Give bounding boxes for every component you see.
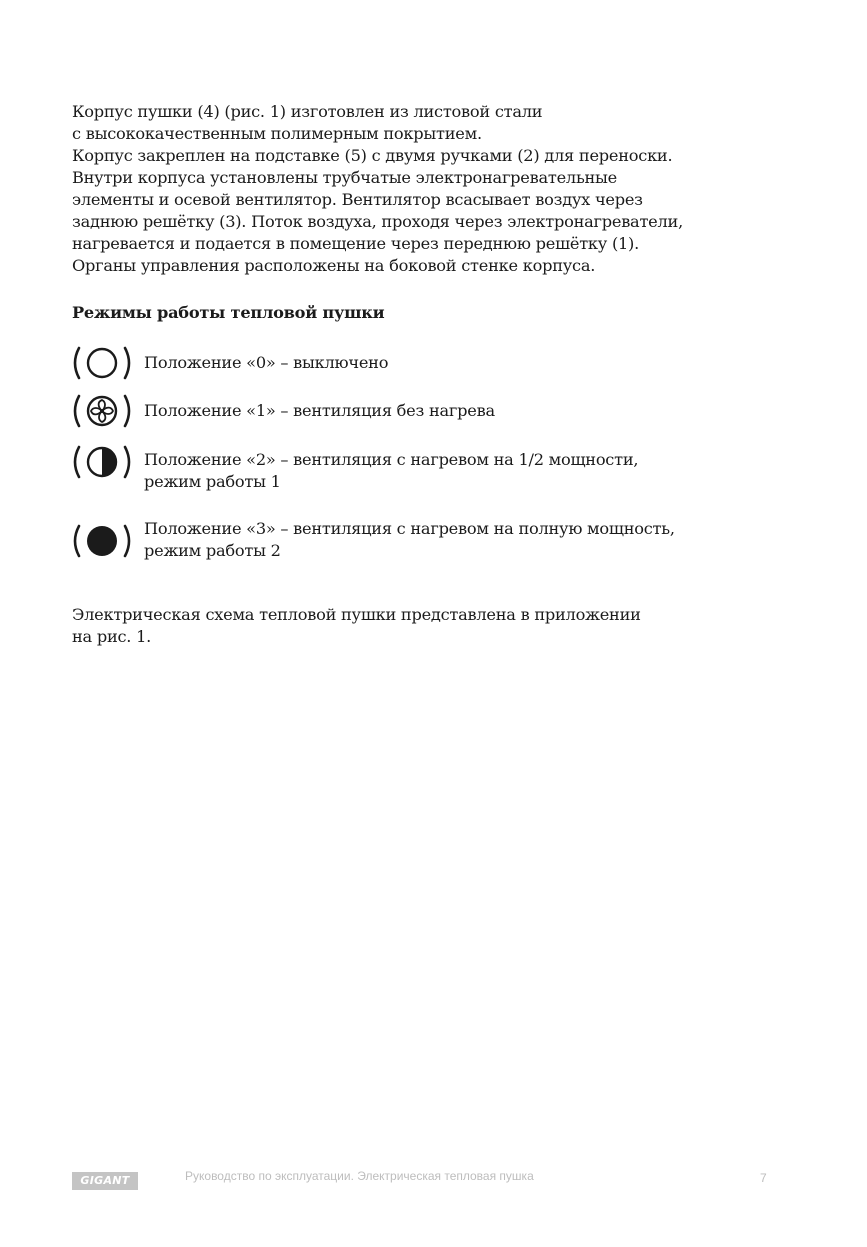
intro-line: элементы и осевой вентилятор. Вентилятор всасывает воздух через	[72, 190, 643, 209]
footer-title: Руководство по эксплуатации. Электрическая тепловая пушка	[185, 1169, 534, 1183]
mode-text-line: Положение «2» – вентиляция с нагревом на 1/2 мощности,	[144, 450, 639, 469]
intro-line: нагревается и подается в помещение через переднюю решётку (1).	[72, 234, 640, 253]
mode-text-line: Положение «1» – вентиляция без нагрева	[144, 401, 495, 420]
intro-line: Корпус пушки (4) (рис. 1) изготовлен из листовой стали	[72, 102, 543, 121]
mode-text-line: режим работы 2	[144, 541, 281, 560]
empty-circle-icon	[70, 343, 134, 383]
mode-item	[144, 400, 495, 422]
gigant-logo: GIGANT	[72, 1172, 138, 1190]
schematic-note	[72, 604, 641, 648]
mode-text-line: режим работы 1	[144, 472, 281, 491]
mode-text-line: Положение «3» – вентиляция с нагревом на полную мощность,	[144, 519, 675, 538]
note-line: Электрическая схема тепловой пушки представлена в приложении	[72, 605, 641, 624]
filled-circle-icon	[70, 521, 134, 561]
intro-paragraph	[72, 101, 772, 277]
modes-heading: Режимы работы тепловой пушки	[72, 303, 385, 322]
intro-line: заднюю решётку (3). Поток воздуха, проходя через электронагреватели,	[72, 212, 683, 231]
mode-item	[144, 518, 675, 562]
half-circle-icon	[70, 442, 134, 482]
intro-line: Корпус закреплен на подставке (5) с двумя ручками (2) для переноски.	[72, 146, 673, 165]
mode-item	[144, 449, 638, 493]
intro-line: с высококачественным полимерным покрытием.	[72, 124, 482, 143]
fan-icon	[70, 391, 134, 431]
mode-item	[144, 352, 388, 374]
note-line: на рис. 1.	[72, 627, 152, 646]
page-number: 7	[760, 1171, 767, 1185]
mode-text-line: Положение «0» – выключено	[144, 353, 389, 372]
intro-line: Внутри корпуса установлены трубчатые электронагревательные	[72, 168, 618, 187]
intro-line: Органы управления расположены на боковой стенке корпуса.	[72, 256, 596, 275]
